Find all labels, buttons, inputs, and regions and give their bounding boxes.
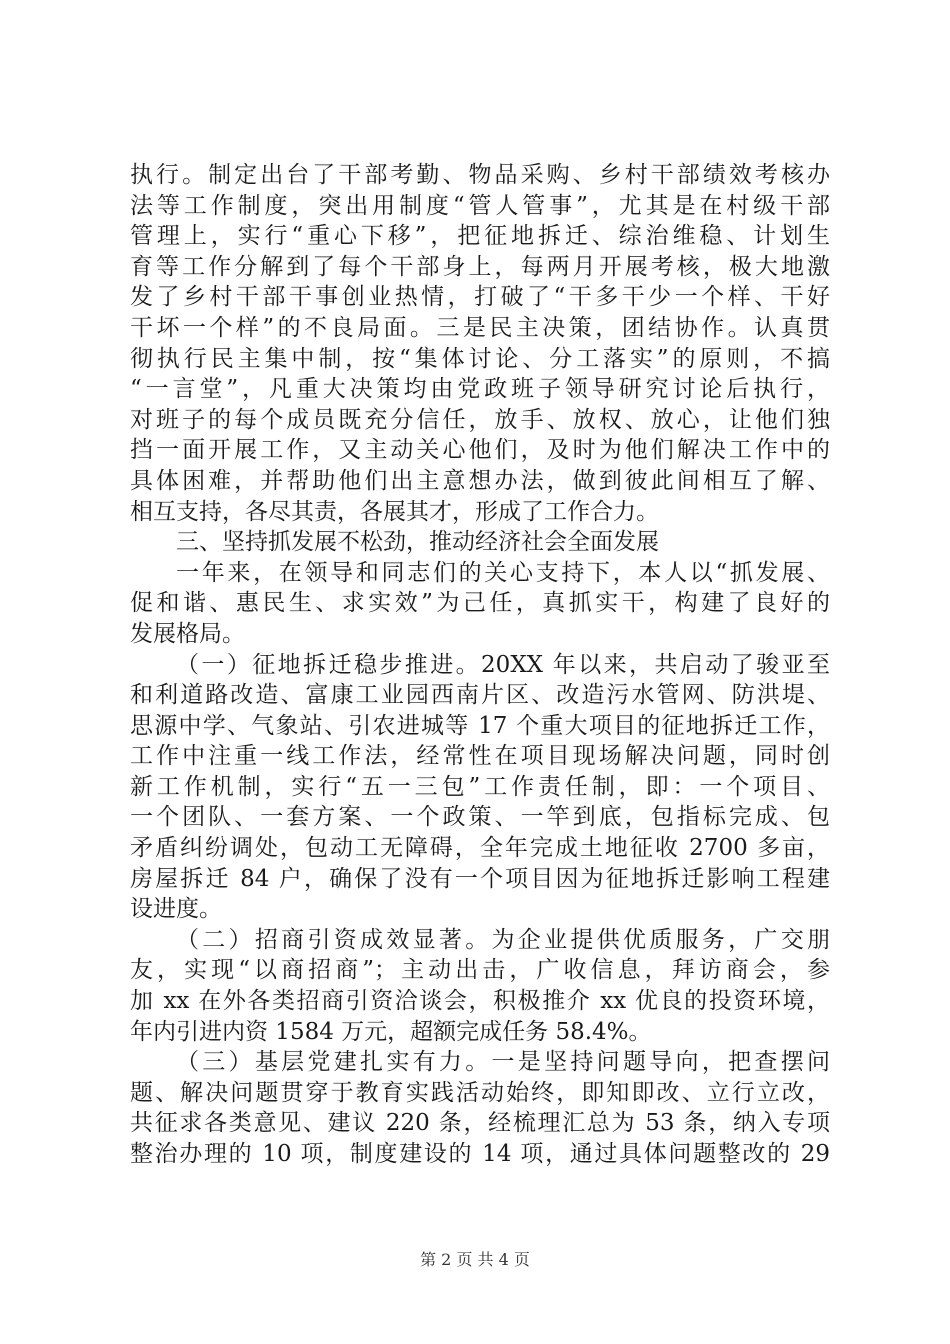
text-line: 一年来，在领导和同志们的关心支持下，本人以“抓发展、	[176, 559, 830, 586]
subsection-line: （二）招商引资成效显著。为企业提供优质服务，广交朋	[176, 926, 830, 953]
body-text	[130, 160, 830, 1170]
text-line: 设进度。	[130, 896, 222, 923]
text-line: 房屋拆迁 84 户，确保了没有一个项目因为征地拆迁影响工程建	[130, 865, 830, 892]
text-line: 挡一面开展工作，又主动关心他们，及时为他们解决工作中的	[130, 437, 830, 464]
text-line: 一个团队、一套方案、一个政策、一竿到底，包指标完成、包	[130, 804, 830, 831]
text-line: 发展格局。	[130, 620, 245, 647]
text-line: 执行。制定出台了干部考勤、物品采购、乡村干部绩效考核办	[130, 162, 830, 188]
subsection-line: （三）基层党建扎实有力。一是坚持问题导向，把查摆问	[176, 1049, 830, 1076]
text-line: 加 xx 在外各类招商引资洽谈会，积极推介 xx 优良的投资环境，	[130, 988, 830, 1015]
text-line: 干坏一个样”的不良局面。三是民主决策，团结协作。认真贯	[130, 314, 830, 341]
page-number-footer: 第 2 页 共 4 页	[420, 1250, 530, 1269]
text-line: 年内引进内资 1584 万元，超额完成任务 58.4%。	[130, 1018, 652, 1045]
text-line: 整治办理的 10 项，制度建设的 14 项，通过具体问题整改的 29	[130, 1141, 830, 1167]
text-line: 对班子的每个成员既充分信任，放手、放权、放心，让他们独	[130, 406, 830, 433]
text-line: 和利道路改造、富康工业园西南片区、改造污水管网、防洪堤、	[130, 682, 830, 709]
text-line: 工作中注重一线工作法，经常性在项目现场解决问题，同时创	[130, 743, 830, 770]
text-line: 题、解决问题贯穿于教育实践活动始终，即知即改、立行立改，	[130, 1079, 830, 1106]
section-heading: 三、坚持抓发展不松劲，推动经济社会全面发展	[176, 529, 659, 556]
text-line: 彻执行民主集中制，按“集体讨论、分工落实”的原则，不搞	[130, 345, 830, 372]
text-line: 法等工作制度，突出用制度“管人管事”，尤其是在村级干部	[130, 192, 830, 219]
text-line: 促和谐、惠民生、求实效”为己任，真抓实干，构建了良好的	[130, 590, 830, 617]
text-line: 发了乡村干部干事创业热情，打破了“干多干少一个样、干好	[130, 284, 830, 311]
text-line: 具体困难，并帮助他们出主意想办法，做到彼此间相互了解、	[130, 467, 830, 494]
text-line: 友，实现“以商招商”；主动出击，广收信息，拜访商会，参	[130, 957, 830, 984]
text-line: 新工作机制，实行“五一三包”工作责任制，即：一个项目、	[130, 773, 830, 800]
text-line: 矛盾纠纷调处，包动工无障碍，全年完成土地征收 2700 多亩，	[130, 835, 830, 862]
text-line: 共征求各类意见、建议 220 条，经梳理汇总为 53 条，纳入专项	[130, 1110, 830, 1137]
text-line: 思源中学、气象站、引农进城等 17 个重大项目的征地拆迁工作，	[130, 712, 830, 739]
text-line: 育等工作分解到了每个干部身上，每两月开展考核，极大地激	[130, 253, 830, 280]
subsection-line: （一）征地拆迁稳步推进。20XX 年以来，共启动了骏亚至	[176, 651, 830, 678]
text-line: 管理上，实行“重心下移”，把征地拆迁、综治维稳、计划生	[130, 223, 830, 250]
text-line: “一言堂”，凡重大决策均由党政班子领导研究讨论后执行，	[130, 376, 830, 403]
text-line: 相互支持，各尽其责，各展其才，形成了工作合力。	[130, 498, 659, 525]
